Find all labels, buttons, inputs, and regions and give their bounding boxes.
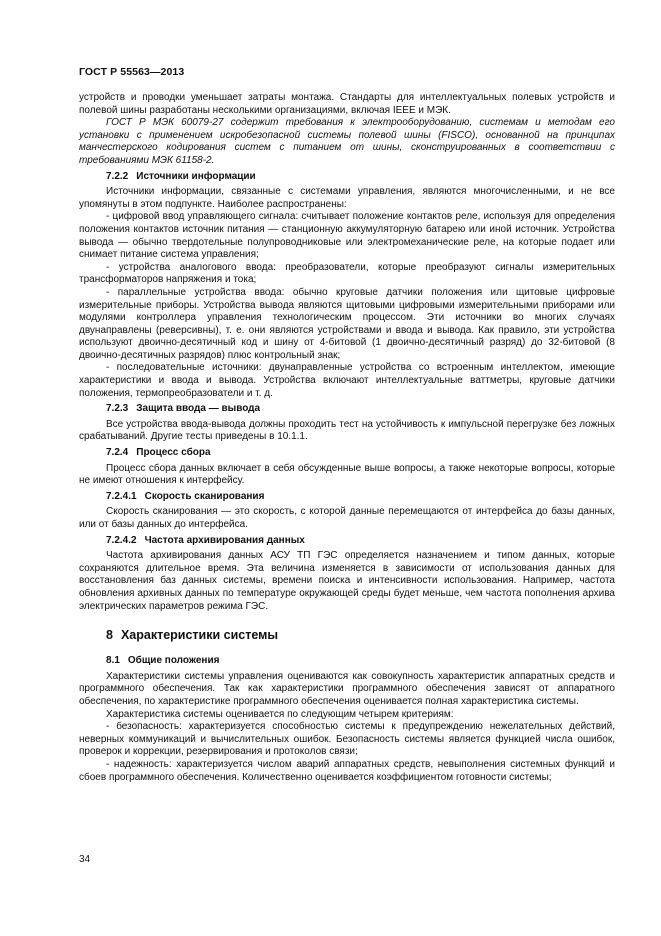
paragraph: Источники информации, связанные с системами управления, являются многочисленными, и не все упомянуты в этом подпункте. Наиболее распространены: <box>79 186 615 210</box>
section-title: Защита ввода — вывода <box>136 403 261 415</box>
section-heading <box>79 171 615 184</box>
section-title: Частота архивирования данных <box>144 534 305 546</box>
section-title: Общие положения <box>127 655 220 667</box>
section-heading <box>79 535 615 548</box>
paragraph: - параллельные устройства ввода: обычно круговые датчики положения или щитовые цифровые измерительные приборы. Устройства вывода являются щитовыми цифровыми измерительными приборами или модулями контроллера управления технологическим процессом. Эти источники во многих случаях двунаправлены (реверсивны), т. е. они являются устройствами и ввода и вывода. Как правило, эти устройства используют двоично-десятичный код и шину от 4-битовой (1 двоично-десятичный разряд) до 32-битовой (8 двоично-десятичных разрядов) плюс контрольный знак; <box>79 286 615 361</box>
paragraph: устройств и проводки уменьшает затраты монтажа. Стандарты для интеллектуальных полевых устройств и полевой шины разработаны несколькими организациями, включая IEEE и МЭК. <box>79 92 615 116</box>
paragraph: - последовательные источники: двунаправленные устройства со встроенным интеллектом, имеющие характеристики и ввода и вывода. Устройства включают интеллектуальные ваттметры, круговые датчики положения, термопреобразователи и т. д. <box>79 362 615 399</box>
document-body <box>79 92 615 784</box>
section-number: 7.2.4.1 <box>106 490 137 502</box>
paragraph: - устройства аналогового ввода: преобразователи, которые преобразуют сигналы измерительных трансформаторов напряжения и тока; <box>79 261 615 286</box>
paragraph: Характеристика системы оценивается по следующим четырем критериям: <box>106 708 454 720</box>
section-number: 7.2.3 <box>106 403 129 415</box>
section-heading <box>79 491 615 504</box>
paragraph: Характеристики системы управления оцениваются как совокупность характеристик аппаратных средств и программного обеспечения. Так как характеристики программного обеспечения зависят от аппаратного обеспечения, по характеристике программного обеспечения оценивается полная характеристика системы. <box>79 670 615 707</box>
paragraph: - цифровой ввод управляющего сигнала: считывает положение контактов реле, используя для определения положения контактов источник питания — станционную аккумуляторную батарею или иной источник. Устройства вывода — обычно твердотельные полупроводниковые или электромеханические реле, на которые подает или снимает питание система управления; <box>79 211 615 261</box>
paragraph: Скорость сканирования — это скорость, с которой данные перемещаются от интерфейса до базы данных, или от базы данных до интерфейса. <box>79 506 615 530</box>
section-title: Скорость сканирования <box>144 490 265 502</box>
section-heading <box>79 403 615 416</box>
paragraph: Процесс сбора данных включает в себя обсужденные выше вопросы, а также некоторые вопросы, которые не имеют отношения к интерфейсу. <box>79 462 615 487</box>
section-number: 7.2.4 <box>106 447 129 459</box>
section-title: Процесс сбора <box>136 447 211 459</box>
paragraph: Частота архивирования данных АСУ ТП ГЭС определяется назначением и типом данных, которые сохраняются длительное время. Эта величина изменяется в зависимости от использования данных для восстановления баз данных системы, времени поиска и интенсивности использования. Например, частота обновления архивных данных по температуре окружающей среды будет меньше, чем частота пополнения архива электрических параметров режима ГЭС. <box>79 550 615 612</box>
section-heading <box>79 447 615 460</box>
section-title: Источники информации <box>136 170 256 182</box>
document-header: ГОСТ Р 55563—2013 <box>79 66 185 78</box>
section-heading <box>79 655 615 668</box>
section-title: Характеристики системы <box>120 628 279 643</box>
paragraph: Все устройства ввода-вывода должны проходить тест на устойчивость к импульсной перегрузке без ложных срабатываний. Другие тесты приведены в 10.1.1. <box>79 418 615 443</box>
paragraph: - безопасность: характеризуется способностью системы к предупреждению нежелательных действий, неверных коммуникаций и вычислительных ошибок. Безопасность системы является функцией числа ошибок, проверок и коррекции, резервирования и протоколов связи; <box>79 721 615 758</box>
paragraph: - надежность: характеризуется числом аварий аппаратных средств, невыполнения системных функций и сбоев программного обеспечения. Количественно оценивается коэффициентом готовности системы; <box>79 758 615 783</box>
paragraph: ГОСТ Р МЭК 60079-27 содержит требования к электрооборудованию, системам и методам его установки с применением искробезопасной системы полевой шины (FISCO), основанной на принципах манчестерского кодирования систем с питанием от шины, сконструированных в соответствии с требованиями МЭК 61158-2. <box>79 117 615 166</box>
section-number: 7.2.2 <box>106 170 129 182</box>
section-number: 8.1 <box>106 655 120 667</box>
section-number: 8 <box>106 628 113 643</box>
page-number: 34 <box>79 854 91 865</box>
section-number: 7.2.4.2 <box>106 534 137 546</box>
section-heading <box>79 628 615 642</box>
